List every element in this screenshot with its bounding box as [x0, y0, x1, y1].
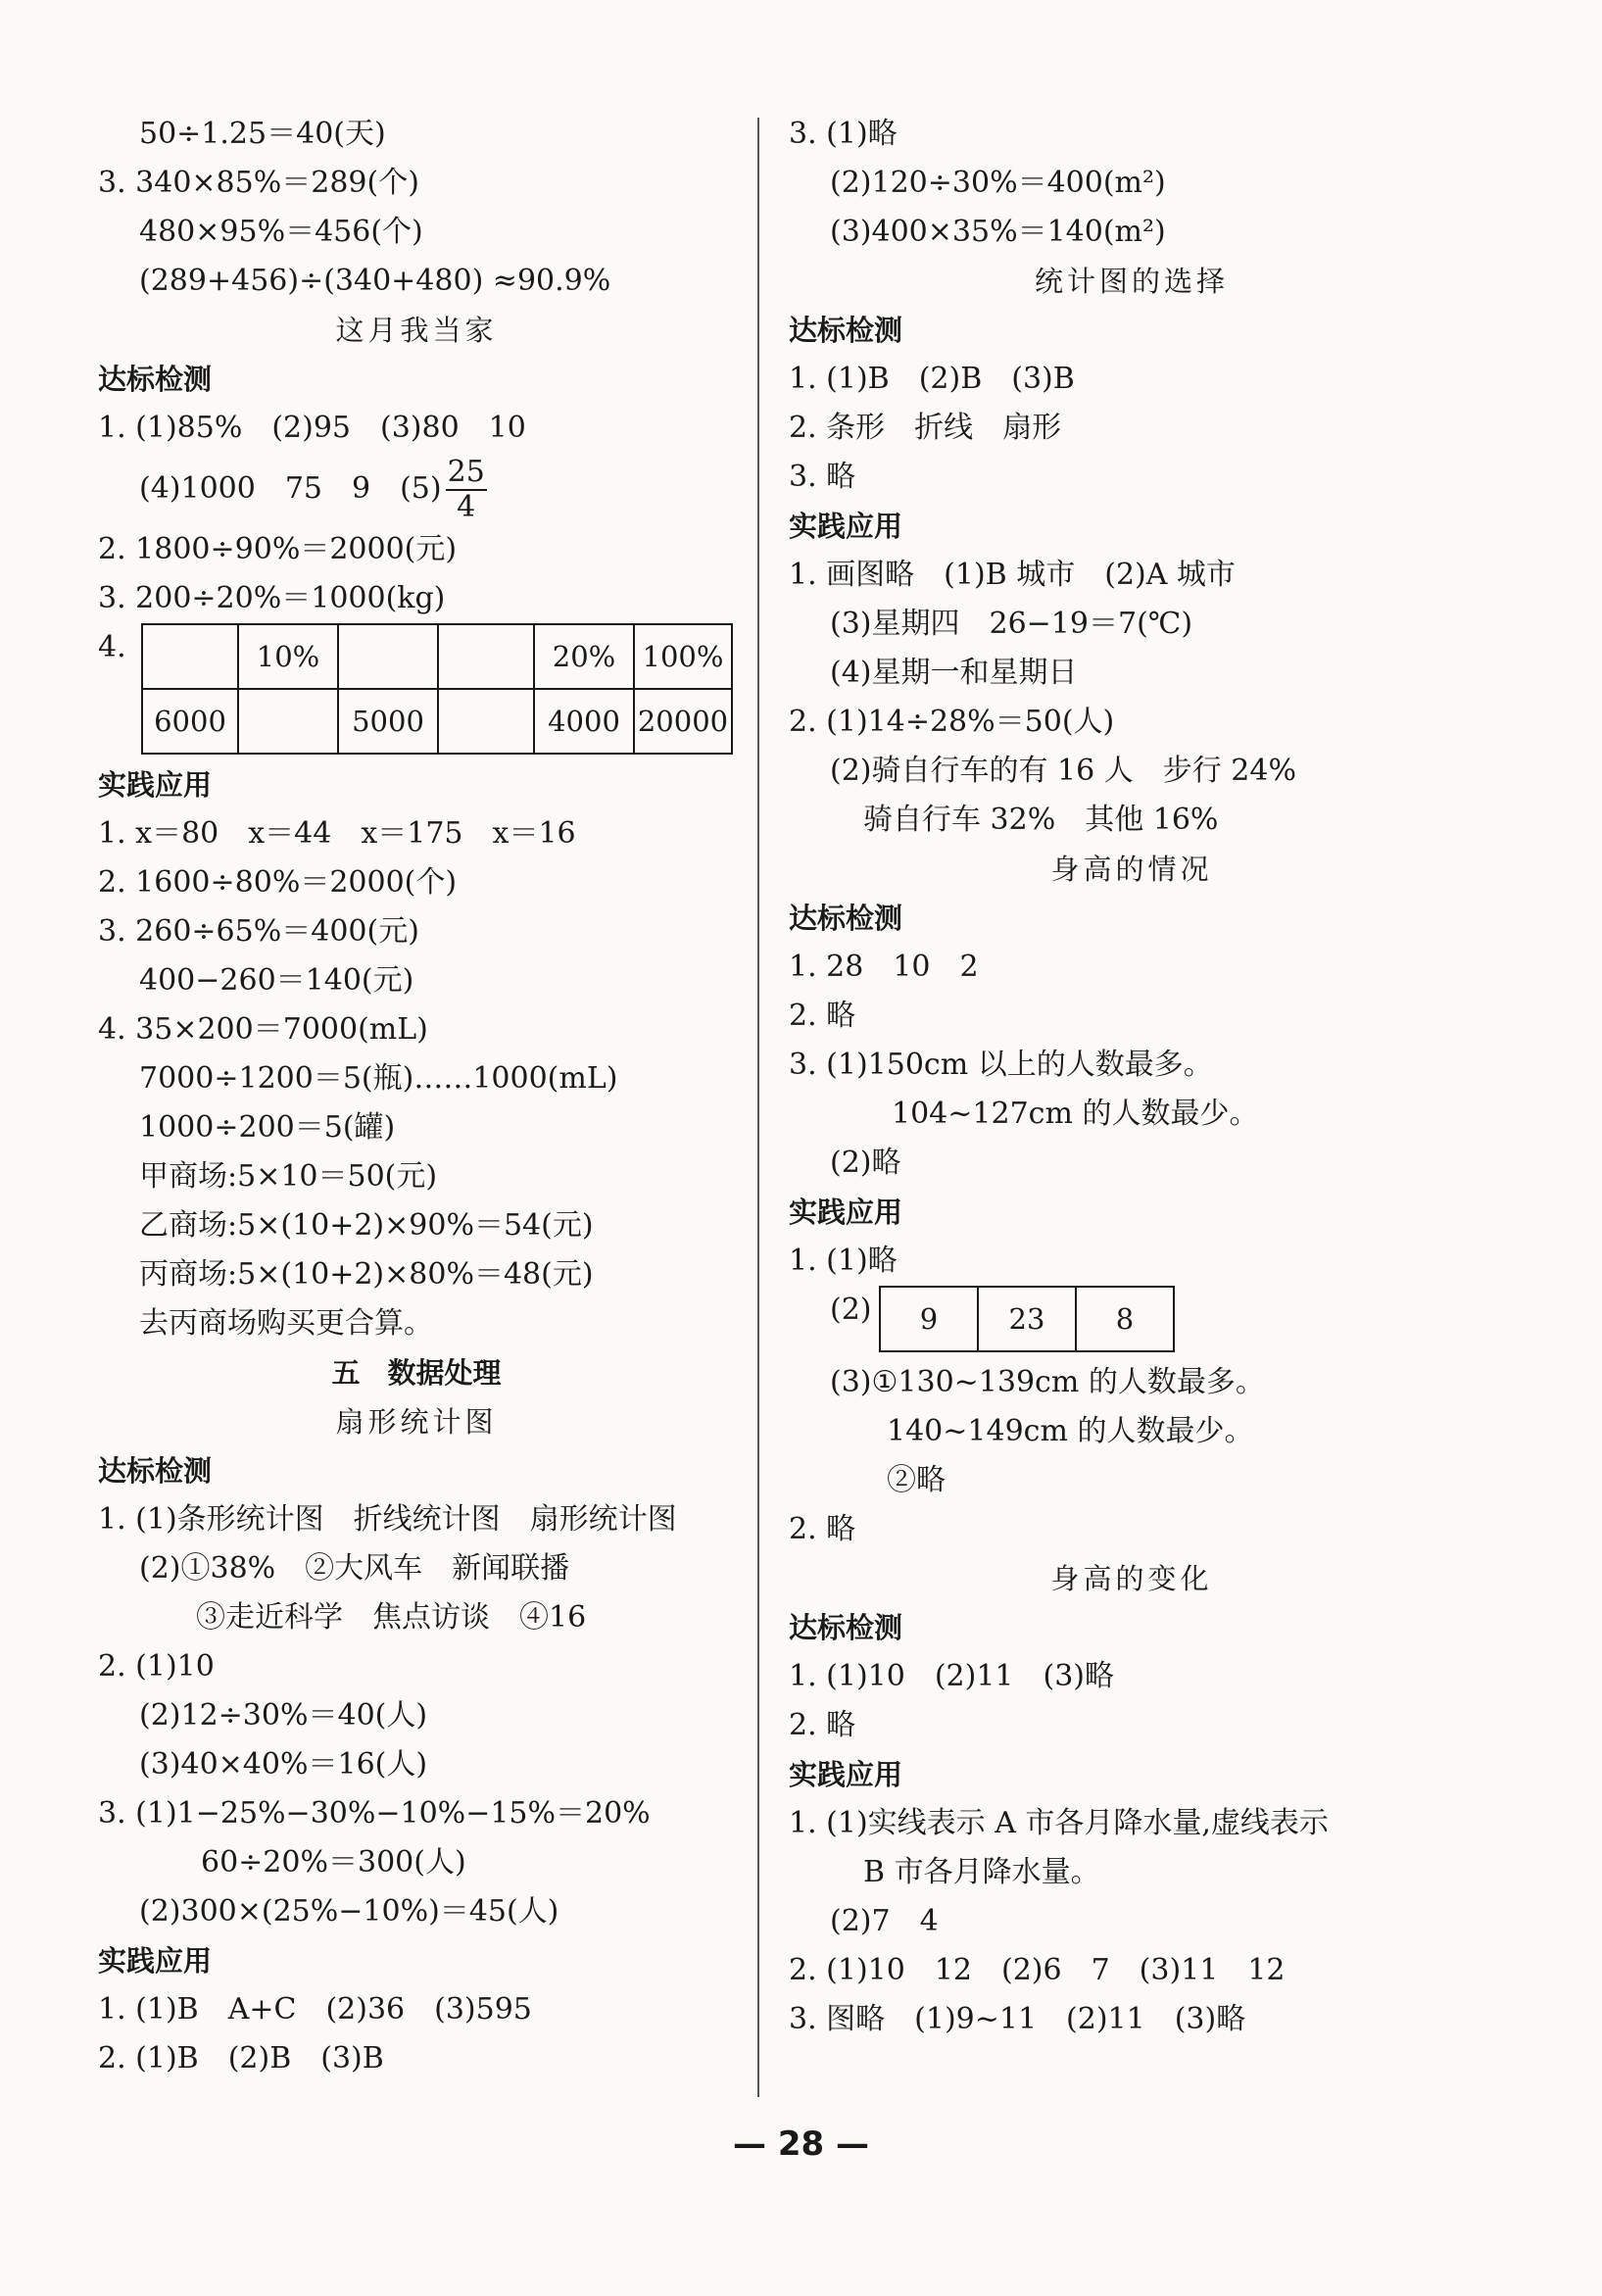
answer-line: 3. 图略 (1)9~11 (2)11 (3)略	[789, 2002, 1246, 2036]
section-heading: 实践应用	[98, 768, 213, 802]
section-heading: 达标检测	[789, 902, 903, 935]
answer-line: 1. (1)略	[789, 1244, 898, 1278]
answer-line: 骑自行车 32% 其他 16%	[863, 803, 1219, 837]
table-row	[142, 689, 732, 754]
answer-line: (2)①38% ②大风车 新闻联播	[139, 1551, 570, 1586]
table-row	[142, 624, 732, 689]
answer-line: (3)星期四 26−19＝7(℃)	[830, 607, 1193, 641]
answer-line: 3. 略	[789, 460, 856, 494]
table-cell: 9	[880, 1287, 978, 1351]
answer-line: 60÷20%＝300(人)	[201, 1845, 466, 1880]
table-cell: 20000	[634, 689, 732, 754]
answer-line: 2. (1)10	[98, 1649, 215, 1684]
answer-line: 400−260＝140(元)	[139, 963, 414, 998]
answer-line: (2)略	[830, 1146, 901, 1180]
section-heading: 实践应用	[98, 1944, 213, 1978]
answer-line: 480×95%＝456(个)	[139, 215, 423, 249]
table-cell: 20%	[534, 624, 634, 689]
table-cell	[438, 689, 534, 754]
answer-line: 140~149cm 的人数最少。	[887, 1414, 1254, 1448]
lesson-title: 身高的情况	[1050, 853, 1213, 886]
answer-line: 7000÷1200＝5(瓶)……1000(mL)	[139, 1061, 618, 1096]
answer-line-fraction	[98, 453, 735, 525]
answer-line: (4)星期一和星期日	[830, 656, 1078, 690]
small-table-row	[789, 1286, 1475, 1358]
answer-line: (3)400×35%＝140(m²)	[830, 215, 1166, 249]
answer-line: 1. 28 10 2	[789, 950, 979, 984]
lesson-title: 扇形统计图	[335, 1405, 498, 1439]
answer-line: (2)300×(25%−10%)＝45(人)	[139, 1894, 559, 1929]
table-cell: 23	[978, 1287, 1076, 1351]
answer-line: (2)骑自行车的有 16 人 步行 24%	[830, 754, 1296, 788]
table-cell: 100%	[634, 624, 732, 689]
answer-text: (4)1000 75 9 (5)	[139, 471, 442, 506]
section-heading: 实践应用	[789, 510, 903, 543]
answer-line: 1000÷200＝5(罐)	[139, 1110, 396, 1145]
count-table	[879, 1286, 1175, 1352]
answer-line: 2. 条形 折线 扇形	[789, 411, 1062, 445]
answer-line: 3. 260÷65%＝400(元)	[98, 914, 419, 949]
fraction-numerator: 25	[447, 455, 485, 489]
answer-line: 1. x＝80 x＝44 x＝175 x＝16	[98, 816, 576, 851]
sub-question-label: (2)	[830, 1293, 872, 1327]
answer-line: 2. 略	[789, 1708, 856, 1742]
chapter-heading	[98, 1348, 735, 1397]
table-cell: 10%	[238, 624, 338, 689]
table-cell	[438, 624, 534, 689]
table-cell: 8	[1076, 1287, 1174, 1351]
table-cell	[238, 689, 338, 754]
answer-line: 2. 1600÷80%＝2000(个)	[98, 865, 458, 900]
answer-line: 丙商场:5×(10+2)×80%＝48(元)	[139, 1257, 594, 1292]
section-heading: 达标检测	[789, 314, 903, 347]
answer-line: (3)①130~139cm 的人数最多。	[830, 1365, 1265, 1399]
answer-line: 3. (1)150cm 以上的人数最多。	[789, 1048, 1213, 1082]
answer-line: 50÷1.25＝40(天)	[139, 117, 386, 151]
column-divider	[757, 118, 759, 2097]
table-cell: 6000	[142, 689, 238, 754]
table-cell: 4000	[534, 689, 634, 754]
answer-line: 3. (1)1−25%−30%−10%−15%＝20%	[98, 1796, 651, 1831]
answer-line: 2. (1)10 12 (2)6 7 (3)11 12	[789, 1953, 1286, 1987]
answer-line: (289+456)÷(340+480) ≈90.9%	[139, 264, 611, 298]
answer-line: 3. 200÷20%＝1000(kg)	[98, 581, 446, 615]
table-cell: 5000	[338, 689, 438, 754]
answer-line: 乙商场:5×(10+2)×90%＝54(元)	[139, 1208, 594, 1243]
section-heading: 达标检测	[98, 1454, 213, 1488]
table-cell	[338, 624, 438, 689]
table-cell	[142, 624, 238, 689]
answer-line: 甲商场:5×10＝50(元)	[139, 1159, 438, 1194]
answer-line: 1. (1)85% (2)95 (3)80 10	[98, 411, 526, 445]
lesson-title: 统计图的选择	[1034, 265, 1229, 298]
answer-line: 1. (1)B (2)B (3)B	[789, 362, 1075, 396]
answer-line: B 市各月降水量。	[863, 1855, 1100, 1889]
section-heading: 实践应用	[789, 1758, 903, 1791]
answer-line: 104~127cm 的人数最少。	[892, 1097, 1259, 1131]
answer-line: (2)120÷30%＝400(m²)	[830, 166, 1166, 200]
right-column	[789, 110, 1475, 2044]
left-column	[98, 110, 735, 2083]
lesson-title: 身高的变化	[1050, 1562, 1213, 1595]
section-heading: 达标检测	[98, 363, 213, 396]
answer-line: 2. 略	[789, 999, 856, 1033]
answer-line: 4. 35×200＝7000(mL)	[98, 1012, 428, 1047]
answer-line: (2)12÷30%＝40(人)	[139, 1698, 428, 1733]
answer-line: 2. 略	[789, 1512, 856, 1546]
chapter-number: 五	[331, 1356, 361, 1390]
table-row	[880, 1287, 1174, 1351]
section-heading: 实践应用	[789, 1196, 903, 1229]
answer-line: 1. (1)实线表示 A 市各月降水量,虚线表示	[789, 1806, 1329, 1840]
answer-line: (3)40×40%＝16(人)	[139, 1747, 428, 1782]
question-4-table-row	[98, 623, 735, 760]
question-number: 4.	[98, 630, 126, 664]
chapter-name: 数据处理	[387, 1356, 502, 1390]
answer-line: 1. (1)条形统计图 折线统计图 扇形统计图	[98, 1502, 677, 1537]
lesson-title: 这月我当家	[335, 314, 498, 347]
page-number: — 28 —	[733, 2125, 869, 2164]
answer-line: 1. (1)10 (2)11 (3)略	[789, 1659, 1114, 1693]
fraction	[446, 456, 487, 524]
fraction-denominator: 4	[457, 490, 476, 524]
answer-line: (2)7 4	[830, 1904, 939, 1938]
answer-line: 2. (1)14÷28%＝50(人)	[789, 705, 1115, 739]
answer-line: ②略	[887, 1463, 946, 1497]
answer-line: 去丙商场购买更合算。	[139, 1306, 433, 1341]
answer-line: 1. (1)B A+C (2)36 (3)595	[98, 1992, 532, 2027]
answer-line: 2. (1)B (2)B (3)B	[98, 2041, 384, 2076]
section-heading: 达标检测	[789, 1611, 903, 1644]
answer-line: 3. 340×85%＝289(个)	[98, 166, 419, 200]
answer-line: 1. 画图略 (1)B 城市 (2)A 城市	[789, 558, 1236, 592]
answer-line: 3. (1)略	[789, 117, 898, 151]
answer-line: 2. 1800÷90%＝2000(元)	[98, 532, 458, 566]
percent-table	[141, 623, 733, 755]
answer-line: ③走近科学 焦点访谈 ④16	[196, 1600, 587, 1635]
